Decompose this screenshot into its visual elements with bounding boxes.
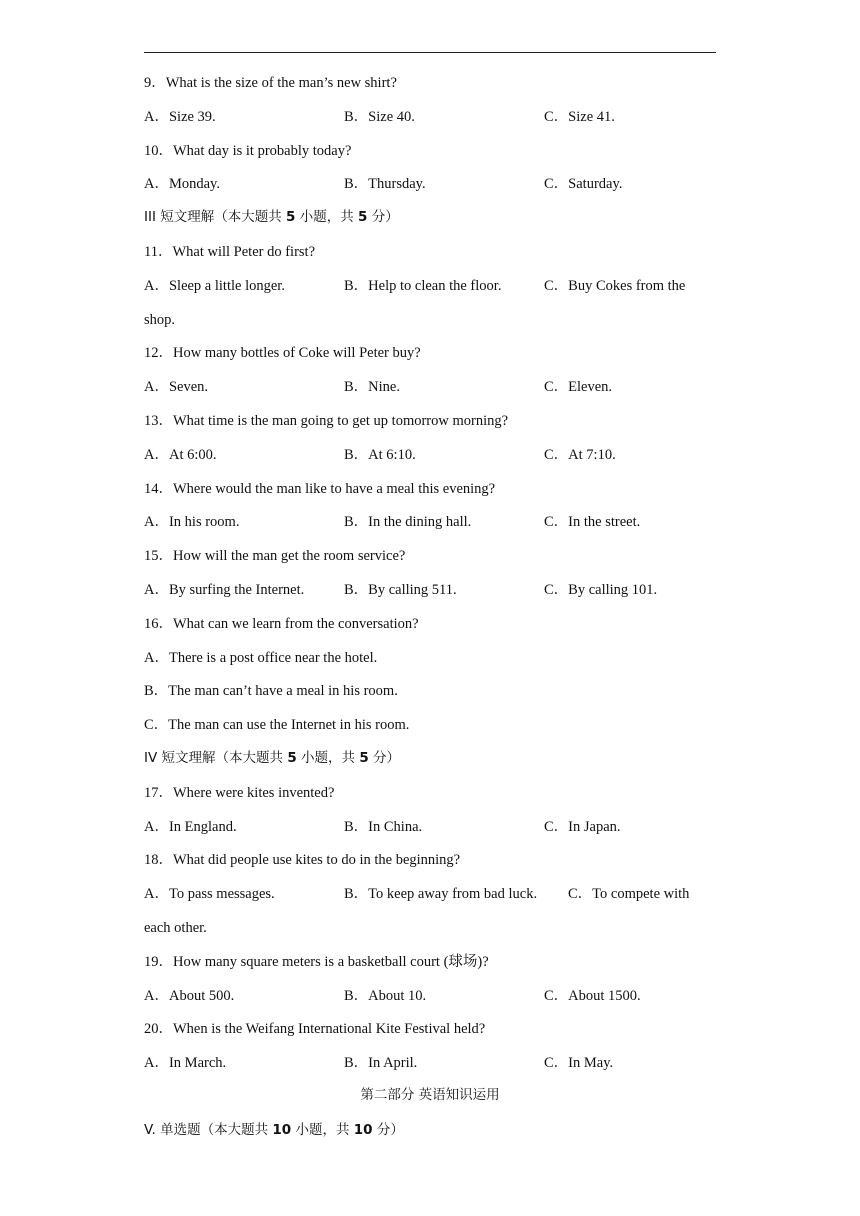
question-9-stem: 9．What is the size of the man’s new shirt? (144, 75, 397, 91)
question-12-stem: 12．How many bottles of Coke will Peter buy? (144, 345, 421, 361)
question-19-options (144, 984, 716, 1008)
question-16-stem: 16．What can we learn from the conversation? (144, 616, 419, 632)
question-11-option-c: C．Buy Cokes from the (544, 278, 686, 294)
question-9-option-b: B．Size 40. (344, 109, 415, 125)
header-rule (144, 52, 716, 53)
question-14-option-b: B．In the dining hall. (344, 514, 472, 530)
question-10-options (144, 172, 716, 196)
question-17-option-a: A．In England. (144, 819, 237, 835)
question-10-stem: 10．What day is it probably today? (144, 143, 352, 159)
question-18-option-c: C．To compete with (568, 886, 690, 902)
question-11-stem: 11．What will Peter do first? (144, 244, 316, 260)
question-18-option-c-continued: each other. (144, 920, 207, 936)
question-15-option-b: B．By calling 511. (344, 582, 457, 598)
question-18-option-a: A．To pass messages. (144, 886, 275, 902)
question-13-option-c: C．At 7:10. (544, 447, 616, 463)
question-13-option-b: B．At 6:10. (344, 447, 416, 463)
question-12-options (144, 375, 716, 399)
section-3-suffix: 分） (371, 209, 399, 225)
question-14-option-a: A．In his room. (144, 514, 240, 530)
question-9-option-c: C．Size 41. (544, 109, 615, 125)
question-20-option-c: C．In May. (544, 1055, 614, 1071)
question-15-options (144, 578, 716, 602)
question-13-stem: 13．What time is the man going to get up tomorrow morning? (144, 413, 509, 429)
question-17-option-c: C．In Japan. (544, 819, 621, 835)
question-14-stem: 14．Where would the man like to have a meal this evening? (144, 481, 496, 497)
question-11-options (144, 274, 716, 298)
question-12-option-a: A．Seven. (144, 379, 209, 395)
question-15-option-c: C．By calling 101. (544, 582, 658, 598)
question-13-option-a: A．At 6:00. (144, 447, 217, 463)
question-16-option-c: C．The man can use the Internet in his room. (144, 717, 410, 733)
question-12-option-b: B．Nine. (344, 379, 400, 395)
section-3-points: 5 (358, 209, 368, 225)
section-3-mid: 小题，共 (299, 209, 354, 225)
question-11-option-c-continued: shop. (144, 312, 176, 328)
question-14-option-c: C．In the street. (544, 514, 641, 530)
question-9-option-a: A．Size 39. (144, 109, 216, 125)
question-15-stem: 15．How will the man get the room service? (144, 548, 406, 564)
question-19-option-c: C．About 1500. (544, 988, 641, 1004)
question-15-option-a: A．By surfing the Internet. (144, 582, 305, 598)
question-20-stem: 20．When is the Weifang International Kite Festival held? (144, 1021, 486, 1037)
part-2-title: 第二部分 英语知识运用 (360, 1087, 500, 1103)
question-18-option-b: B．To keep away from bad luck. (344, 886, 538, 902)
section-4-mid: 小题，共 (301, 750, 356, 766)
question-10-option-a: A．Monday. (144, 176, 220, 192)
question-12-option-c: C．Eleven. (544, 379, 613, 395)
question-16-option-a: A．There is a post office near the hotel. (144, 650, 378, 666)
question-17-option-b: B．In China. (344, 819, 423, 835)
section-5-count: 10 (272, 1122, 292, 1138)
section-3-count: 5 (286, 209, 296, 225)
question-19-stem: 19．How many square meters is a basketball court (球场)? (144, 954, 489, 970)
section-4-heading (144, 746, 716, 770)
section-3-heading (144, 205, 716, 229)
question-19-option-a: A．About 500. (144, 988, 235, 1004)
question-14-options (144, 510, 716, 534)
section-5-prefix: V. 单选题（本大题共 (144, 1122, 269, 1138)
section-4-suffix: 分） (373, 750, 401, 766)
section-5-points: 10 (353, 1122, 373, 1138)
section-5-mid: 小题，共 (295, 1122, 350, 1138)
section-4-prefix: IV 短文理解（本大题共 (144, 750, 284, 766)
section-5-suffix: 分） (376, 1122, 404, 1138)
question-19-option-b: B．About 10. (344, 988, 427, 1004)
question-10-option-c: C．Saturday. (544, 176, 623, 192)
question-11-option-a: A．Sleep a little longer. (144, 278, 285, 294)
question-16-option-b: B．The man can’t have a meal in his room. (144, 683, 398, 699)
question-11-option-b: B．Help to clean the floor. (344, 278, 502, 294)
section-3-prefix: III 短文理解（本大题共 (144, 209, 282, 225)
question-18-stem: 18．What did people use kites to do in the beginning? (144, 852, 461, 868)
question-13-options (144, 443, 716, 467)
question-9-options (144, 105, 716, 129)
question-20-option-a: A．In March. (144, 1055, 227, 1071)
question-17-options (144, 815, 716, 839)
section-4-points: 5 (359, 750, 369, 766)
question-18-options (144, 882, 716, 906)
section-4-count: 5 (287, 750, 297, 766)
question-10-option-b: B．Thursday. (344, 176, 426, 192)
section-5-heading (144, 1118, 716, 1142)
question-20-option-b: B．In April. (344, 1055, 418, 1071)
question-20-options (144, 1051, 716, 1075)
question-17-stem: 17．Where were kites invented? (144, 785, 335, 801)
